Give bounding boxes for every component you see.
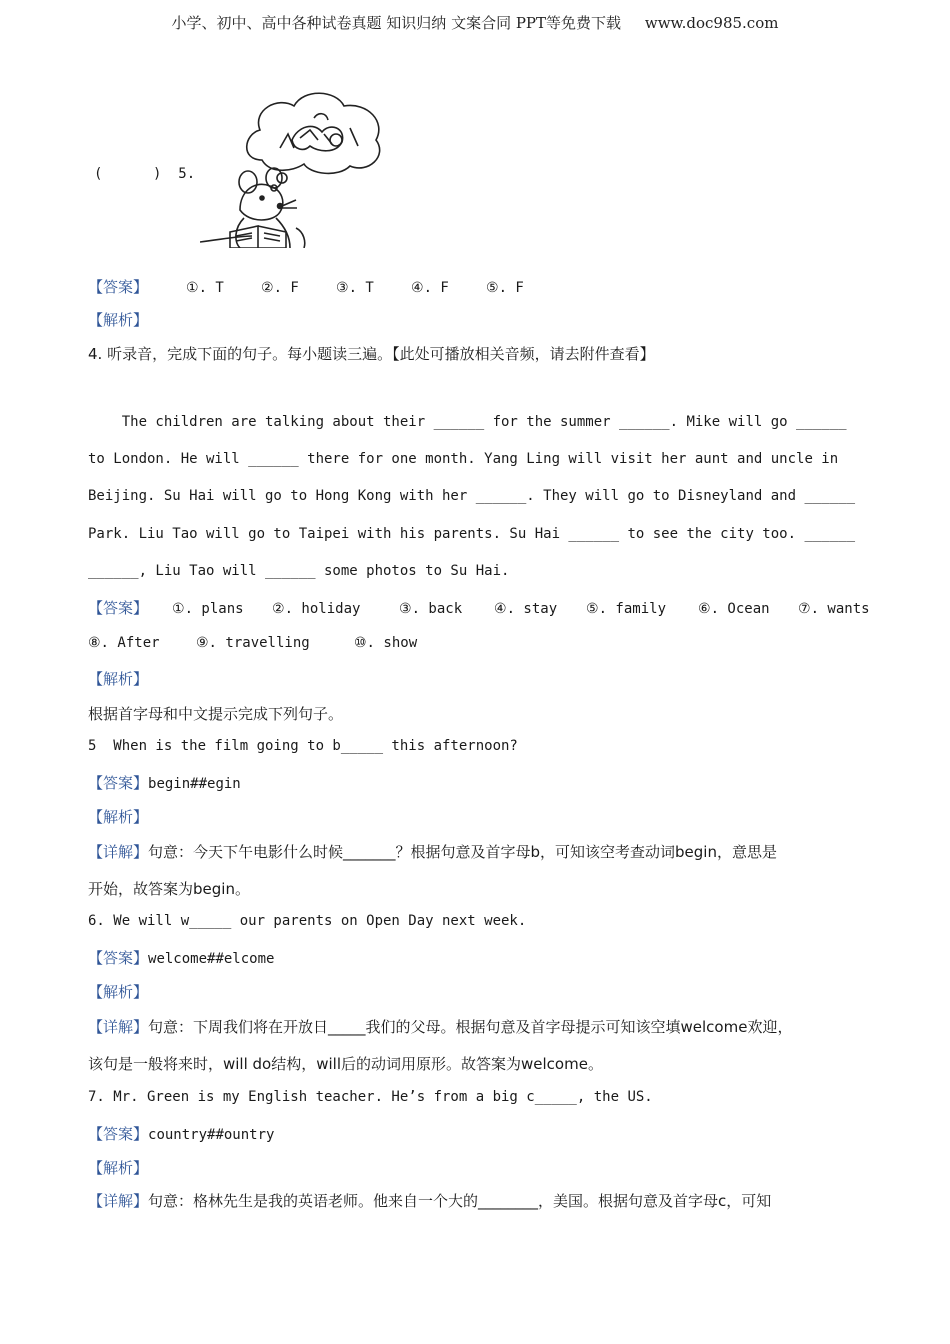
q4-answer-7: ⑦. wants	[798, 601, 870, 617]
analysis-tag: 【解析】	[88, 670, 149, 688]
q4-answer-2: ②. holiday	[272, 601, 361, 617]
q7-analysis-tag	[88, 1157, 148, 1178]
page-header: 小学、初中、高中各种试卷真题 知识归纳 文案合同 PPT等免费下载 www.doc985.com	[171, 14, 779, 32]
mouse-reading-illustration	[200, 82, 390, 248]
q3-answer-2: ②. F	[261, 280, 299, 296]
q7-question: 7. Mr. Green is my English teacher. He’s from a big c_____, the US.	[88, 1089, 653, 1105]
q5-detail-line-1	[88, 841, 777, 862]
q4-title: 4. 听录音，完成下面的句子。每小题读三遍。【此处可播放相关音频，请去附件查看】	[88, 345, 655, 363]
q4-answer-8: ⑧. After	[88, 635, 160, 651]
detail-tag: 【详解】	[88, 1018, 149, 1036]
q7-answer: country##ountry	[148, 1127, 275, 1143]
answer-tag: 【答案】	[88, 949, 149, 967]
q3-answer-line	[88, 276, 524, 297]
q4-answer-1: ①. plans	[172, 601, 244, 617]
q6-answer-line	[88, 947, 274, 968]
q4-answer-line-1	[88, 597, 870, 618]
section-intro: 根据首字母和中文提示完成下列句子。	[88, 705, 344, 723]
answer-tag: 【答案】	[88, 599, 149, 617]
q5-detail-text-1: 句意：今天下午电影什么时候_______？根据句意及首字母b，可知该空考查动词begin，意思是	[148, 843, 777, 861]
q3-answer-5: ⑤. F	[486, 280, 524, 296]
q6-answer: welcome##elcome	[148, 951, 275, 967]
q4-passage-line-2: to London. He will ______ there for one month. Yang Ling will visit her aunt and uncle in	[88, 451, 839, 467]
q3-answer-1: ①. T	[186, 280, 224, 296]
q3-item5-label: ( ) 5.	[94, 166, 196, 182]
q4-passage-line-1: The children are talking about their ______ for the summer ______. Mike will go ______	[88, 414, 847, 430]
answer-tag: 【答案】	[88, 278, 149, 296]
analysis-tag: 【解析】	[88, 311, 149, 329]
q6-detail-text-1: 句意：下周我们将在开放日_____我们的父母。根据句意及首字母提示可知该空填welcome欢迎，	[148, 1018, 793, 1036]
q4-answer-9: ⑨. travelling	[196, 635, 310, 651]
q5-question: 5 When is the film going to b_____ this afternoon?	[88, 738, 518, 754]
q4-answer-line-2	[88, 635, 417, 651]
q3-answer-3: ③. T	[336, 280, 374, 296]
q5-analysis-tag	[88, 806, 148, 827]
analysis-tag: 【解析】	[88, 1159, 149, 1177]
q4-answer-4: ④. stay	[494, 601, 558, 617]
q4-answer-6: ⑥. Ocean	[698, 601, 770, 617]
detail-tag: 【详解】	[88, 1192, 149, 1210]
analysis-tag: 【解析】	[88, 983, 149, 1001]
q4-answer-5: ⑤. family	[586, 601, 666, 617]
q7-detail-line-1	[88, 1190, 771, 1211]
q5-answer: begin##egin	[148, 776, 241, 792]
q4-answer-3: ③. back	[399, 601, 463, 617]
q4-analysis-tag	[88, 668, 148, 689]
q3-analysis-tag	[88, 309, 148, 330]
q3-answer-4: ④. F	[411, 280, 449, 296]
q6-analysis-tag	[88, 981, 148, 1002]
q4-passage-line-4: Park. Liu Tao will go to Taipei with his parents. Su Hai ______ to see the city too. ______	[88, 526, 856, 542]
answer-tag: 【答案】	[88, 774, 149, 792]
q6-detail-line-1	[88, 1016, 792, 1037]
detail-tag: 【详解】	[88, 843, 149, 861]
q7-detail-text-1: 句意：格林先生是我的英语老师。他来自一个大的________，美国。根据句意及首字母c，可知	[148, 1192, 772, 1210]
q7-answer-line	[88, 1123, 274, 1144]
q5-detail-line-2: 开始，故答案为begin。	[88, 880, 250, 898]
q4-answer-10: ⑩. show	[354, 635, 418, 651]
q4-passage-line-5: ______, Liu Tao will ______ some photos to Su Hai.	[88, 563, 510, 579]
q5-answer-line	[88, 772, 241, 793]
analysis-tag: 【解析】	[88, 808, 149, 826]
q6-detail-line-2: 该句是一般将来时，will do结构，will后的动词用原形。故答案为welcome。	[88, 1055, 603, 1073]
answer-tag: 【答案】	[88, 1125, 149, 1143]
q4-passage-line-3: Beijing. Su Hai will go to Hong Kong with her ______. They will go to Disneyland and ______	[88, 488, 856, 504]
q6-question: 6. We will w_____ our parents on Open Day next week.	[88, 913, 527, 929]
